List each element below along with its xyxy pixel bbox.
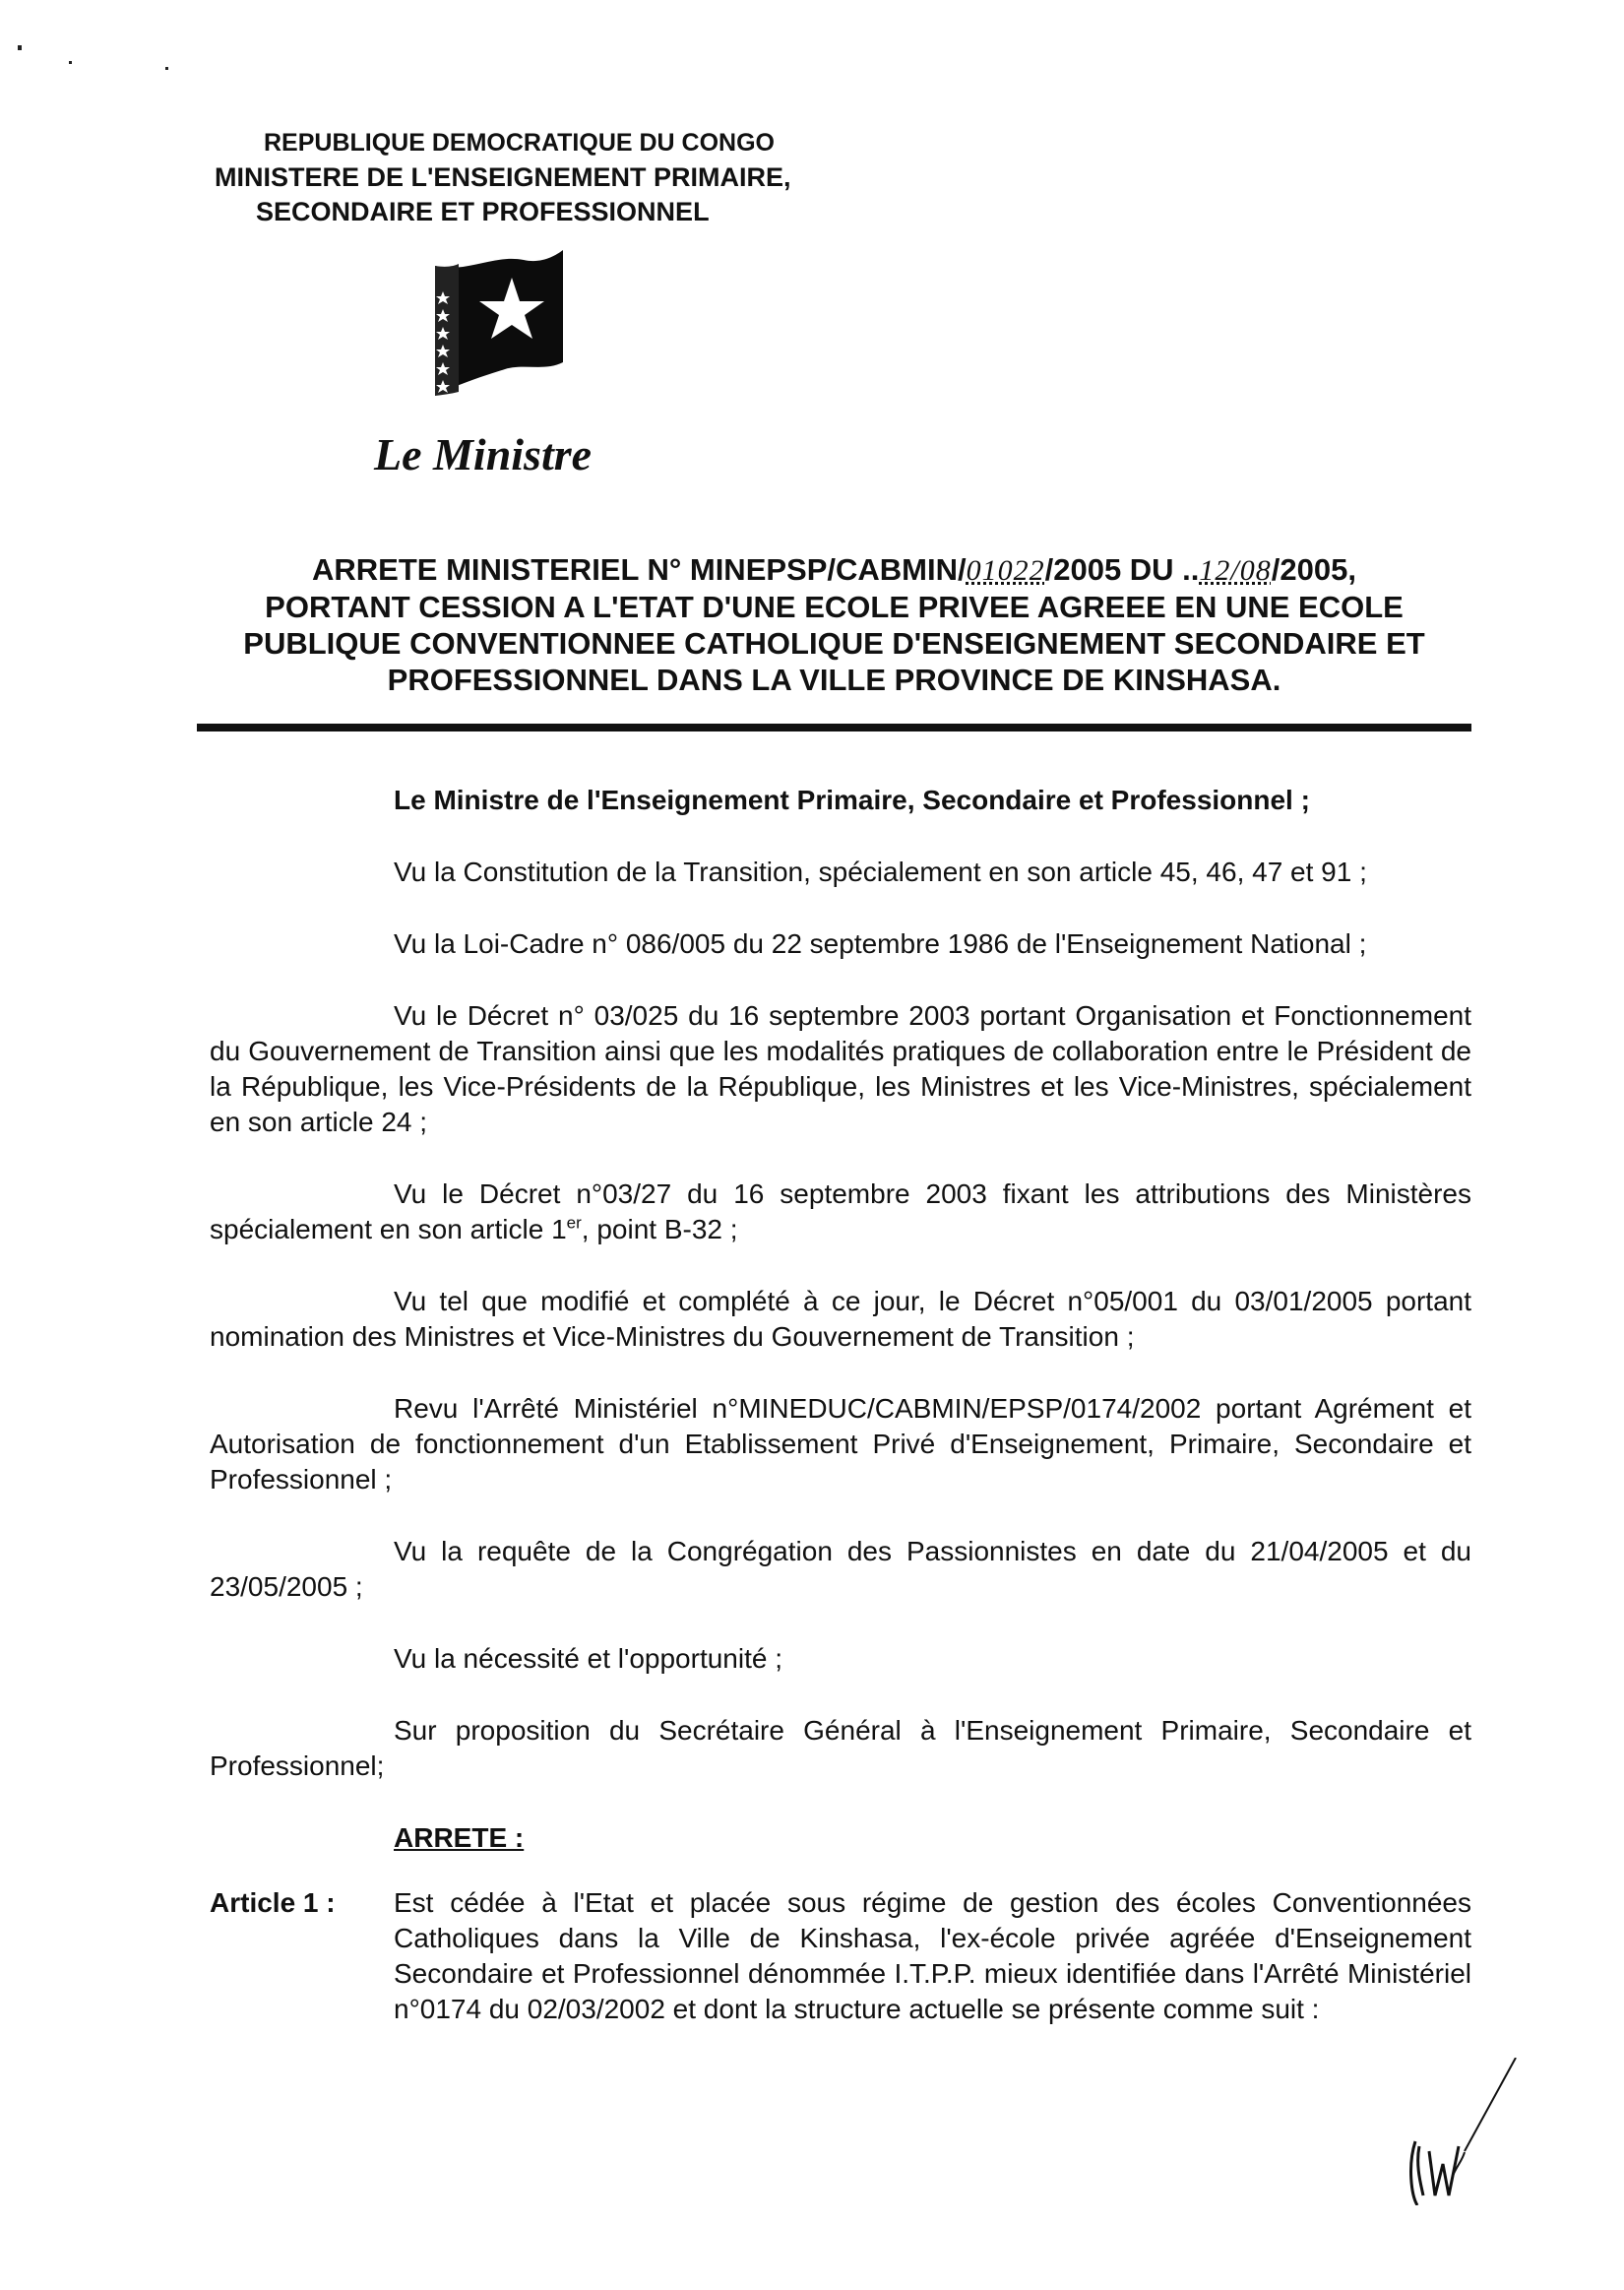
scan-specks (18, 39, 175, 79)
vu-decret-03-025: Vu le Décret n° 03/025 du 16 septembre 2003 portant Organisation et Fonctionnement du Gouvernement de Transition ainsi que les modalités pratiques de collaboration entre le Président de la République, les Vice-Présidents de la République, les Ministres et les Vice-Ministres, spécialement en son article 24 ; (210, 1000, 1471, 1137)
revu-arrete: Revu l'Arrêté Ministériel n°MINEDUC/CABMIN/EPSP/0174/2002 portant Agrément et Autorisation de fonctionnement d'un Etablissement Privé d'Enseignement, Primaire, Secondaire et Professionnel ; (210, 1393, 1471, 1495)
vu-necessite: Vu la nécessité et l'opportunité ; (394, 1643, 782, 1674)
decree-title (197, 551, 1471, 698)
vu-requete: Vu la requête de la Congrégation des Passionnistes en date du 21/04/2005 et du 23/05/2005 ; (210, 1536, 1471, 1602)
vu-decret-03-27-end: , point B-32 ; (581, 1214, 738, 1244)
article-1-label: Article 1 : (210, 1887, 336, 1918)
decree-number-prefix: ARRETE MINISTERIEL N° MINEPSP/CABMIN/ (312, 552, 967, 587)
vu-loi-cadre: Vu la Loi-Cadre n° 086/005 du 22 septembre 1986 de l'Enseignement National ; (394, 928, 1367, 959)
vu-decret-03-27-text: Vu le Décret n°03/27 du 16 septembre 2003 fixant les attributions des Ministères spécialement en son article 1 (210, 1178, 1471, 1244)
decree-subject: PORTANT CESSION A L'ETAT D'UNE ECOLE PRIVEE AGREEE EN UNE ECOLE PUBLIQUE CONVENTIONNEE CATHOLIQUE D'ENSEIGNEMENT SECONDAIRE ET PROFESSIONNEL DANS LA VILLE PROVINCE DE KINSHASA. (243, 590, 1425, 697)
document-body (210, 783, 1471, 2027)
minister-title: Le Ministre (374, 429, 593, 479)
title-rule (197, 724, 1471, 732)
flag-star-emblem (425, 246, 573, 404)
decree-number-suffix: /2005, (1271, 552, 1356, 587)
article-1-text: Est cédée à l'Etat et placée sous régime de gestion des écoles Conventionnées Catholiques dans la Ville de Kinshasa, l'ex-école privée agréée d'Enseignement Secondaire et Professionnel dénommée I.T.P.P. mieux identifiée dans l'Arrêté Ministériel n°0174 du 02/03/2002 et dont la structure actuelle se présente comme suit : (394, 1887, 1471, 2024)
superscript-er: er (566, 1213, 582, 1233)
arrete-heading: ARRETE : (394, 1822, 525, 1853)
handwritten-date: 12/08 (1199, 554, 1272, 587)
sur-proposition: Sur proposition du Secrétaire Général à l'Enseignement Primaire, Secondaire et Professionnel; (210, 1715, 1471, 1781)
letterhead-ministry-cont: SECONDAIRE ET PROFESSIONNEL (256, 197, 710, 226)
handwritten-number: 01022 (966, 554, 1045, 587)
vu-decret-03-27 (210, 1177, 1471, 1247)
decree-number-line (197, 551, 1471, 589)
article-1 (210, 1885, 1471, 2027)
letterhead (215, 126, 854, 229)
vu-decret-05-001: Vu tel que modifié et complété à ce jour, le Décret n°05/001 du 03/01/2005 portant nomination des Ministres et Vice-Ministres du Gouvernement de Transition ; (210, 1286, 1471, 1352)
letterhead-ministry: MINISTERE DE L'ENSEIGNEMENT PRIMAIRE, (215, 162, 791, 192)
handwritten-initials (1405, 2058, 1519, 2205)
vu-constitution: Vu la Constitution de la Transition, spécialement en son article 45, 46, 47 et 91 ; (394, 857, 1367, 887)
preamble-lead: Le Ministre de l'Enseignement Primaire, Secondaire et Professionnel ; (394, 785, 1310, 815)
letterhead-republic: REPUBLIQUE DEMOCRATIQUE DU CONGO (264, 129, 775, 157)
decree-number-mid: /2005 DU .. (1044, 552, 1200, 587)
